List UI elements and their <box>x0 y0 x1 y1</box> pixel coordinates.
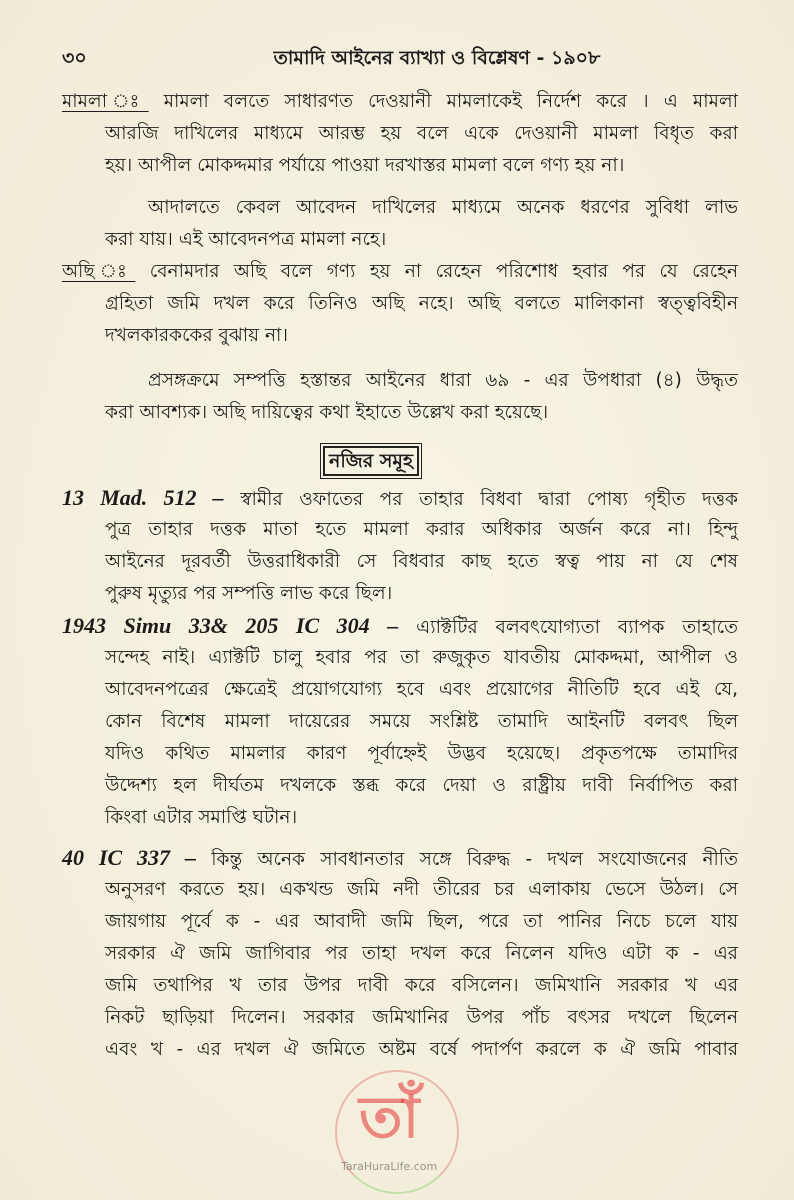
watermark-mark-icon: তাঁ <box>359 1083 420 1151</box>
text-line <box>105 774 738 798</box>
defined-term: অছি ঃ <box>62 261 136 282</box>
text-line <box>105 292 738 316</box>
line-text: জমি তথাপির খ তার উপর দাবী করে বসিলেন। জমিখানি সরকার খ এর <box>105 975 738 996</box>
line-text: গ্রহিতা জমি দখল করে তিনিও অছি নহে। অছি বলতে মালিকানা স্বত্ত্ববিহীন <box>105 293 738 314</box>
text-line <box>62 486 738 512</box>
line-text: আদালতে কেবল আবেদন দাখিলের মাধ্যমে অনেক ধরণের সুবিধা লাভ <box>148 197 738 218</box>
text-line <box>105 518 738 542</box>
text-line <box>105 550 738 574</box>
text-line <box>148 196 738 220</box>
text-line <box>105 154 624 178</box>
text-line <box>148 369 738 393</box>
line-text: অনুসরণ করতে হয়। একখন্ড জমি নদী তীরের চর এলাকায় ভেসে উঠল। সে <box>105 879 738 900</box>
line-text: আরজি দাখিলের মাধ্যমে আরম্ভ হয় বলে একে দেওয়ানী মামলা বিধৃত করা <box>105 123 738 144</box>
text-line <box>105 806 297 830</box>
line-text: দখলকারককের বুঝায় না। <box>105 325 288 346</box>
watermark-text: TaraHuraLife.com <box>341 1160 438 1173</box>
line-text: করা আবশ্যক। অছি দায়িত্বের কথা ইহাতে উল্লেখ করা হয়েছে। <box>105 402 549 423</box>
line-text: কিন্তু অনেক সাবধানতার সঙ্গে বিরুদ্ধ - দখল সংযোজনের নীতি <box>195 849 738 870</box>
line-text: বেনামদার অছি বলে গণ্য হয় না রেহেন পরিশোধ হবার পর যে রেহেন <box>135 261 738 282</box>
text-line <box>105 974 738 998</box>
text-line <box>62 846 738 872</box>
line-text: পুরুষ মৃত্যুর পর সম্পত্তি লাভ করে ছিল। <box>105 583 393 604</box>
text-line <box>105 942 738 966</box>
page-number: ৩০ <box>62 47 87 69</box>
case-citation: 1943 Simu 33& 205 IC 304 – <box>62 613 399 638</box>
line-text: প্রসঙ্গক্রমে সম্পত্তি হস্তান্তর আইনের ধারা ৬৯ - এর উপধারা (৪) উদ্ধৃত <box>148 370 738 391</box>
line-text: সন্দেহ নাই। এ্যাক্টটি চালু হবার পর তা রুজুকৃত যাবতীয় মোকদ্দমা, আপীল ও <box>105 647 738 668</box>
text-line <box>62 614 738 640</box>
line-text: নিকট ছাড়িয়া দিলেন। সরকার জমিখানির উপর পাঁচ বৎসর দখলে ছিলেন <box>105 1007 738 1028</box>
text-line <box>105 122 738 146</box>
line-text: হয়। আপীল মোকদ্দমার পর্যায়ে পাওয়া দরখাস্তর মামলা বলে গণ্য হয় না। <box>105 155 625 176</box>
case-citation: 13 Mad. 512 – <box>62 485 224 510</box>
case-citation: 40 IC 337 – <box>62 845 196 870</box>
text-line <box>105 910 738 934</box>
text-line <box>105 1006 738 1030</box>
text-line <box>105 401 548 425</box>
running-header-title: তামাদি আইনের ব্যাখ্যা ও বিশ্লেষণ - ১৯০৮ <box>273 47 601 69</box>
text-line <box>62 260 738 284</box>
text-line <box>105 324 288 348</box>
line-text: সরকার ঐ জমি জাগিবার পর তাহা দখল করে নিলেন যদিও এটা ক - এর <box>105 943 738 964</box>
text-line <box>62 90 738 114</box>
line-text: পুত্র তাহার দত্তক মাতা হতে মামলা করার অধিকার অর্জন করে না। হিন্দু <box>105 519 738 540</box>
line-text: স্বামীর ওফাতের পর তাহার বিধবা দ্বারা পোষ্য গৃহীত দত্তক <box>223 489 738 510</box>
line-text: আইনের দূরবর্তী উত্তরাধিকারী সে বিধবার কাছ হতে স্বত্ব পায় না যে শেষ <box>105 551 738 572</box>
line-text: উদ্দেশ্য হল দীর্ঘতম দখলকে স্তব্ধ করে দেয়া ও রাষ্ট্রীয় দাবী নির্বাপিত করা <box>105 775 738 796</box>
text-line <box>105 742 738 766</box>
defined-term: মামলা ঃ <box>62 91 149 112</box>
line-text: এবং খ - এর দখল ঐ জমিতে অষ্টম বর্ষে পদার্পণ করলে ক ঐ জমি পাবার <box>105 1039 738 1060</box>
line-text: কিংবা এটার সমাপ্তি ঘটান। <box>105 807 298 828</box>
text-line <box>105 678 738 702</box>
line-text: কোন বিশেষ মামলা দায়েরের সময়ে সংশ্লিষ্ট তামাদি আইনটি বলবৎ ছিল <box>105 711 738 732</box>
text-line <box>105 710 738 734</box>
text-line <box>105 582 392 606</box>
line-text: যদিও কথিত মামলার কারণ পূর্বাহ্নেই উদ্ভব হয়েছে। প্রকৃতপক্ষে তামাদির <box>105 743 738 764</box>
text-line <box>105 646 738 670</box>
line-text: আবেদনপত্রের ক্ষেত্রেই প্রয়োগযোগ্য হবে এবং প্রয়োগের নীতিটি হবে এই যে, <box>105 679 738 700</box>
line-text: জায়গায় পূর্বে ক - এর আবাদী জমি ছিল, পরে তা পানির নিচে চলে যায় <box>105 911 738 932</box>
text-line <box>105 228 386 252</box>
line-text: এ্যাক্টটির বলবৎযোগ্যতা ব্যাপক তাহাতে <box>398 617 738 638</box>
line-text: মামলা বলতে সাধারণত দেওয়ানী মামলাকেই নির্দেশ করে । এ মামলা <box>148 91 738 112</box>
line-text: করা যায়। এই আবেদনপত্র মামলা নহে। <box>105 229 387 250</box>
text-line <box>105 1038 738 1062</box>
section-heading-boxed: নজির সমূহ <box>323 446 419 476</box>
text-line <box>105 878 738 902</box>
